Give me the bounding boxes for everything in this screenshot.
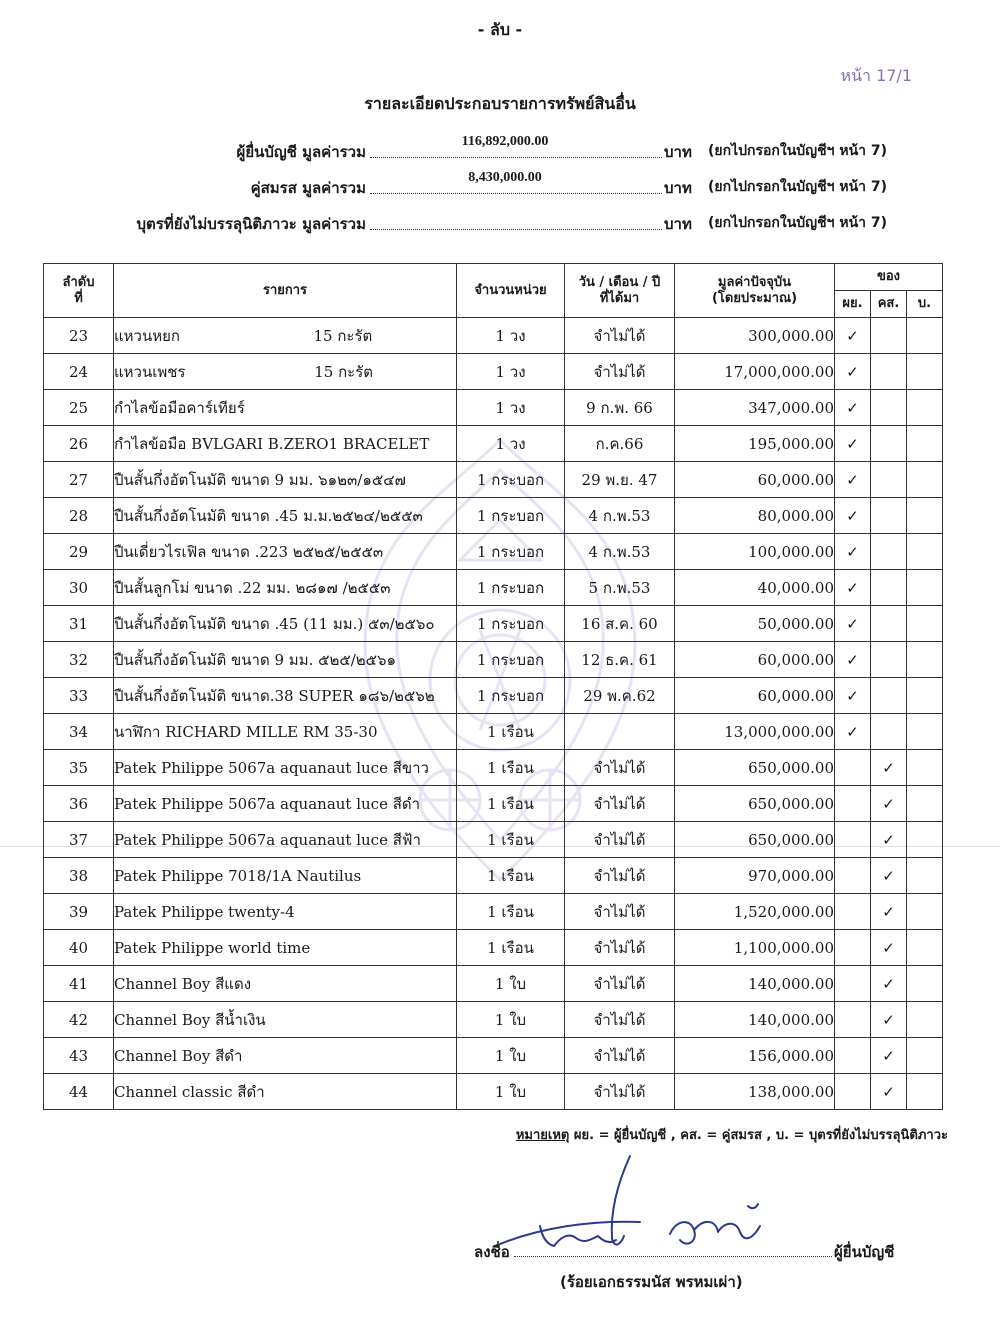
asset-quantity: 1 ใบ <box>457 1074 565 1110</box>
owner-filer-check: ✓ <box>835 318 871 354</box>
table-row <box>44 750 943 786</box>
asset-quantity: 1 กระบอก <box>457 534 565 570</box>
owner-filer-check: ✓ <box>835 570 871 606</box>
table-row <box>44 930 943 966</box>
acquired-date: จำไม่ได้ <box>565 858 675 894</box>
asset-quantity: 1 เรือน <box>457 714 565 750</box>
table-row <box>44 318 943 354</box>
asset-value: 650,000.00 <box>675 750 835 786</box>
summary-row-spouse <box>0 170 1000 202</box>
table-row <box>44 498 943 534</box>
owner-child-check <box>907 930 943 966</box>
owner-filer-check <box>835 1002 871 1038</box>
handwritten-signature <box>480 1148 780 1258</box>
acquired-date: จำไม่ได้ <box>565 894 675 930</box>
acquired-date: จำไม่ได้ <box>565 822 675 858</box>
header-qty: จำนวนหน่วย <box>457 264 565 318</box>
row-number: 41 <box>44 966 114 1002</box>
row-number: 34 <box>44 714 114 750</box>
owner-child-check <box>907 966 943 1002</box>
asset-description: Channel classic สีดำ <box>114 1074 457 1110</box>
asset-value: 347,000.00 <box>675 390 835 426</box>
asset-value: 80,000.00 <box>675 498 835 534</box>
row-number: 36 <box>44 786 114 822</box>
asset-description: ปืนสั้นกึ่งอัตโนมัติ ขนาด 9 มม. ๖๑๒๓/๑๕๔๗ <box>114 462 457 498</box>
table-row <box>44 426 943 462</box>
owner-filer-check: ✓ <box>835 498 871 534</box>
asset-quantity: 1 วง <box>457 354 565 390</box>
classification-label: - ลับ - <box>477 20 523 39</box>
asset-quantity: 1 เรือน <box>457 858 565 894</box>
owner-filer-check: ✓ <box>835 714 871 750</box>
owner-child-check <box>907 570 943 606</box>
owner-spouse-check: ✓ <box>871 786 907 822</box>
signature-role: ผู้ยื่นบัญชี <box>834 1243 895 1261</box>
header-value-line2: (โดยประมาณ) <box>711 290 798 306</box>
table-row <box>44 822 943 858</box>
owner-spouse-check <box>871 606 907 642</box>
asset-value: 195,000.00 <box>675 426 835 462</box>
asset-description: ปืนสั้นลูกโม่ ขนาด .22 มม. ๒๘๑๗ /๒๕๕๓ <box>114 570 457 606</box>
owner-spouse-check <box>871 642 907 678</box>
row-number: 38 <box>44 858 114 894</box>
owner-child-check <box>907 1074 943 1110</box>
asset-description: กำไลข้อมือ BVLGARI B.ZERO1 BRACELET <box>114 426 457 462</box>
header-date-line2: ที่ได้มา <box>599 290 640 306</box>
row-number: 39 <box>44 894 114 930</box>
asset-description: Channel Boy สีน้ำเงิน <box>114 1002 457 1038</box>
owner-child-check <box>907 390 943 426</box>
owner-filer-check: ✓ <box>835 354 871 390</box>
footnote-text: ผย. = ผู้ยื่นบัญชี , คส. = คู่สมรส , บ. = บุตรที่ยังไม่บรรลุนิติภาวะ <box>569 1128 948 1143</box>
owner-spouse-check <box>871 318 907 354</box>
owner-filer-check: ✓ <box>835 534 871 570</box>
acquired-date: จำไม่ได้ <box>565 966 675 1002</box>
owner-spouse-check: ✓ <box>871 1038 907 1074</box>
owner-spouse-check <box>871 462 907 498</box>
owner-spouse-check <box>871 534 907 570</box>
acquired-date: จำไม่ได้ <box>565 786 675 822</box>
owner-filer-check: ✓ <box>835 678 871 714</box>
acquired-date: 12 ธ.ค. 61 <box>565 642 675 678</box>
acquired-date: จำไม่ได้ <box>565 318 675 354</box>
asset-quantity: 1 กระบอก <box>457 606 565 642</box>
asset-description: Channel Boy สีดำ <box>114 1038 457 1074</box>
row-number: 43 <box>44 1038 114 1074</box>
summary-unit: บาท <box>664 179 692 197</box>
table-row <box>44 642 943 678</box>
owner-spouse-check <box>871 678 907 714</box>
asset-value: 13,000,000.00 <box>675 714 835 750</box>
owner-child-check <box>907 642 943 678</box>
asset-description: นาฬิกา RICHARD MILLE RM 35-30 <box>114 714 457 750</box>
table-row <box>44 1038 943 1074</box>
asset-quantity: 1 กระบอก <box>457 498 565 534</box>
acquired-date: 29 พ.ค.62 <box>565 678 675 714</box>
signature-line <box>514 1256 832 1257</box>
asset-quantity: 1 เรือน <box>457 894 565 930</box>
signature-label: ลงชื่อ <box>474 1243 510 1261</box>
table-row <box>44 534 943 570</box>
dotted-line <box>370 157 662 158</box>
summary-label: คู่สมรส มูลค่ารวม <box>250 179 366 197</box>
asset-quantity: 1 วง <box>457 390 565 426</box>
asset-value: 60,000.00 <box>675 642 835 678</box>
acquired-date <box>565 714 675 750</box>
asset-description: Patek Philippe 5067a aquanaut luce สีฟ้า <box>114 822 457 858</box>
owner-child-check <box>907 714 943 750</box>
table-row <box>44 678 943 714</box>
acquired-date: 5 ก.พ.53 <box>565 570 675 606</box>
header-no <box>44 264 114 318</box>
row-number: 33 <box>44 678 114 714</box>
owner-spouse-check: ✓ <box>871 750 907 786</box>
asset-description: ปืนสั้นกึ่งอัตโนมัติ ขนาด .45 ม.ม.๒๕๒๔/๒๕๕๓ <box>114 498 457 534</box>
asset-description: Patek Philippe twenty-4 <box>114 894 457 930</box>
header-no-line2: ที่ <box>74 290 83 306</box>
header-value <box>675 264 835 318</box>
asset-description: Patek Philippe 5067a aquanaut luce สีดำ <box>114 786 457 822</box>
acquired-date: ก.ค.66 <box>565 426 675 462</box>
asset-value: 60,000.00 <box>675 678 835 714</box>
owner-child-check <box>907 858 943 894</box>
acquired-date: 4 ก.พ.53 <box>565 498 675 534</box>
owner-filer-check <box>835 1074 871 1110</box>
row-number: 25 <box>44 390 114 426</box>
owner-child-check <box>907 678 943 714</box>
header-value-line1: มูลค่าปัจจุบัน <box>717 274 792 290</box>
owner-child-check <box>907 750 943 786</box>
owner-filer-check <box>835 858 871 894</box>
owner-spouse-check <box>871 570 907 606</box>
owner-filer-check: ✓ <box>835 390 871 426</box>
owner-filer-check: ✓ <box>835 426 871 462</box>
owner-child-check <box>907 822 943 858</box>
owner-filer-check <box>835 786 871 822</box>
row-number: 23 <box>44 318 114 354</box>
row-number: 44 <box>44 1074 114 1110</box>
header-date-line1: วัน / เดือน / ปี <box>578 274 661 290</box>
asset-description: Channel Boy สีแดง <box>114 966 457 1002</box>
asset-value: 650,000.00 <box>675 786 835 822</box>
asset-value: 138,000.00 <box>675 1074 835 1110</box>
owner-filer-check <box>835 1038 871 1074</box>
asset-quantity: 1 กระบอก <box>457 462 565 498</box>
asset-quantity: 1 เรือน <box>457 786 565 822</box>
owner-spouse-check <box>871 390 907 426</box>
dotted-line <box>370 229 662 230</box>
asset-quantity: 1 ใบ <box>457 1002 565 1038</box>
owner-spouse-check: ✓ <box>871 822 907 858</box>
owner-spouse-check: ✓ <box>871 966 907 1002</box>
acquired-date: 4 ก.พ.53 <box>565 534 675 570</box>
row-number: 40 <box>44 930 114 966</box>
asset-value: 60,000.00 <box>675 462 835 498</box>
owner-spouse-check: ✓ <box>871 930 907 966</box>
table-row <box>44 390 943 426</box>
summary-label: ผู้ยื่นบัญชี มูลค่ารวม <box>236 143 366 161</box>
acquired-date: จำไม่ได้ <box>565 1038 675 1074</box>
asset-value: 50,000.00 <box>675 606 835 642</box>
owner-filer-check <box>835 894 871 930</box>
table-row <box>44 1002 943 1038</box>
table-row <box>44 1074 943 1110</box>
acquired-date: 16 ส.ค. 60 <box>565 606 675 642</box>
owner-spouse-check <box>871 426 907 462</box>
owner-filer-check <box>835 822 871 858</box>
asset-value: 100,000.00 <box>675 534 835 570</box>
owner-filer-check <box>835 750 871 786</box>
header-owner-spouse: คส. <box>871 291 907 318</box>
asset-value: 970,000.00 <box>675 858 835 894</box>
assets-table-body <box>44 318 943 1110</box>
owner-filer-check: ✓ <box>835 462 871 498</box>
summary-unit: บาท <box>664 215 692 233</box>
header-owner-filer: ผย. <box>835 291 871 318</box>
summary-row-child <box>0 212 1000 238</box>
row-number: 27 <box>44 462 114 498</box>
asset-value: 17,000,000.00 <box>675 354 835 390</box>
row-number: 28 <box>44 498 114 534</box>
asset-value: 156,000.00 <box>675 1038 835 1074</box>
owner-filer-check <box>835 966 871 1002</box>
owner-child-check <box>907 1038 943 1074</box>
owner-spouse-check <box>871 354 907 390</box>
table-row <box>44 606 943 642</box>
asset-value: 300,000.00 <box>675 318 835 354</box>
acquired-date: จำไม่ได้ <box>565 930 675 966</box>
table-row <box>44 786 943 822</box>
row-number: 29 <box>44 534 114 570</box>
owner-child-check <box>907 786 943 822</box>
asset-description: แหวนเพชร 15 กะรัต <box>114 354 457 390</box>
summary-note: (ยกไปกรอกในบัญชีฯ หน้า 7) <box>708 215 888 231</box>
header-item: รายการ <box>114 264 457 318</box>
owner-child-check <box>907 1002 943 1038</box>
page-number: หน้า 17/1 <box>840 66 912 85</box>
footnote <box>516 1124 948 1145</box>
asset-value: 650,000.00 <box>675 822 835 858</box>
row-number: 31 <box>44 606 114 642</box>
asset-description: ปืนสั้นกึ่งอัตโนมัติ ขนาด.38 SUPER ๑๘๖/๒๕๖๒ <box>114 678 457 714</box>
acquired-date: จำไม่ได้ <box>565 1002 675 1038</box>
owner-filer-check: ✓ <box>835 642 871 678</box>
signer-name: (ร้อยเอกธรรมนัส พรหมเผ่า) <box>560 1273 743 1291</box>
asset-quantity: 1 กระบอก <box>457 570 565 606</box>
asset-description: Patek Philippe world time <box>114 930 457 966</box>
asset-quantity: 1 ใบ <box>457 966 565 1002</box>
row-number: 32 <box>44 642 114 678</box>
owner-spouse-check: ✓ <box>871 858 907 894</box>
table-row <box>44 570 943 606</box>
owner-spouse-check: ✓ <box>871 894 907 930</box>
asset-description: ปืนเดี่ยวไรเฟิล ขนาด .223 ๒๕๒๕/๒๕๕๓ <box>114 534 457 570</box>
header-no-line1: ลำดับ <box>62 274 95 290</box>
summary-label: บุตรที่ยังไม่บรรลุนิติภาวะ มูลค่ารวม <box>136 215 366 233</box>
asset-quantity: 1 เรือน <box>457 822 565 858</box>
asset-description: ปืนสั้นกึ่งอัตโนมัติ ขนาด .45 (11 มม.) ๕๓/๒๕๖๐ <box>114 606 457 642</box>
row-number: 42 <box>44 1002 114 1038</box>
owner-spouse-check <box>871 714 907 750</box>
acquired-date: 29 พ.ย. 47 <box>565 462 675 498</box>
footnote-heading: หมายเหตุ <box>515 1128 570 1143</box>
asset-value: 1,100,000.00 <box>675 930 835 966</box>
acquired-date: 9 ก.พ. 66 <box>565 390 675 426</box>
asset-value: 140,000.00 <box>675 1002 835 1038</box>
acquired-date: จำไม่ได้ <box>565 750 675 786</box>
owner-child-check <box>907 426 943 462</box>
table-row <box>44 354 943 390</box>
owner-spouse-check: ✓ <box>871 1002 907 1038</box>
owner-child-check <box>907 606 943 642</box>
owner-child-check <box>907 534 943 570</box>
owner-child-check <box>907 318 943 354</box>
assets-table <box>43 263 943 1110</box>
asset-quantity: 1 เรือน <box>457 750 565 786</box>
header-owner: ของ <box>835 264 943 291</box>
asset-quantity: 1 วง <box>457 318 565 354</box>
owner-child-check <box>907 894 943 930</box>
asset-quantity: 1 เรือน <box>457 930 565 966</box>
summary-note: (ยกไปกรอกในบัญชีฯ หน้า 7) <box>708 179 888 195</box>
asset-value: 1,520,000.00 <box>675 894 835 930</box>
owner-filer-check <box>835 930 871 966</box>
row-number: 35 <box>44 750 114 786</box>
dotted-line <box>370 193 662 194</box>
summary-row-filer <box>0 134 1000 166</box>
acquired-date: จำไม่ได้ <box>565 1074 675 1110</box>
asset-value: 40,000.00 <box>675 570 835 606</box>
asset-description: Patek Philippe 7018/1A Nautilus <box>114 858 457 894</box>
owner-spouse-check <box>871 498 907 534</box>
summary-note: (ยกไปกรอกในบัญชีฯ หน้า 7) <box>708 143 888 159</box>
table-row <box>44 714 943 750</box>
asset-quantity: 1 วง <box>457 426 565 462</box>
owner-child-check <box>907 462 943 498</box>
owner-spouse-check: ✓ <box>871 1074 907 1110</box>
table-row <box>44 966 943 1002</box>
owner-child-check <box>907 354 943 390</box>
asset-description: Patek Philippe 5067a aquanaut luce สีขาว <box>114 750 457 786</box>
owner-child-check <box>907 498 943 534</box>
row-number: 26 <box>44 426 114 462</box>
asset-quantity: 1 กระบอก <box>457 642 565 678</box>
summary-value: 116,892,000.00 <box>461 134 549 149</box>
row-number: 37 <box>44 822 114 858</box>
table-row <box>44 462 943 498</box>
summary-unit: บาท <box>664 143 692 161</box>
table-row <box>44 858 943 894</box>
asset-quantity: 1 ใบ <box>457 1038 565 1074</box>
asset-description: แหวนหยก 15 กะรัต <box>114 318 457 354</box>
header-owner-child: บ. <box>907 291 943 318</box>
acquired-date: จำไม่ได้ <box>565 354 675 390</box>
asset-value: 140,000.00 <box>675 966 835 1002</box>
document-title: รายละเอียดประกอบรายการทรัพย์สินอื่น <box>364 94 636 113</box>
row-number: 30 <box>44 570 114 606</box>
table-row <box>44 894 943 930</box>
asset-description: กำไลข้อมือคาร์เทียร์ <box>114 390 457 426</box>
row-number: 24 <box>44 354 114 390</box>
summary-value: 8,430,000.00 <box>468 170 542 185</box>
header-date <box>565 264 675 318</box>
owner-filer-check: ✓ <box>835 606 871 642</box>
asset-description: ปืนสั้นกึ่งอัตโนมัติ ขนาด 9 มม. ๕๒๕/๒๕๖๑ <box>114 642 457 678</box>
asset-quantity: 1 กระบอก <box>457 678 565 714</box>
